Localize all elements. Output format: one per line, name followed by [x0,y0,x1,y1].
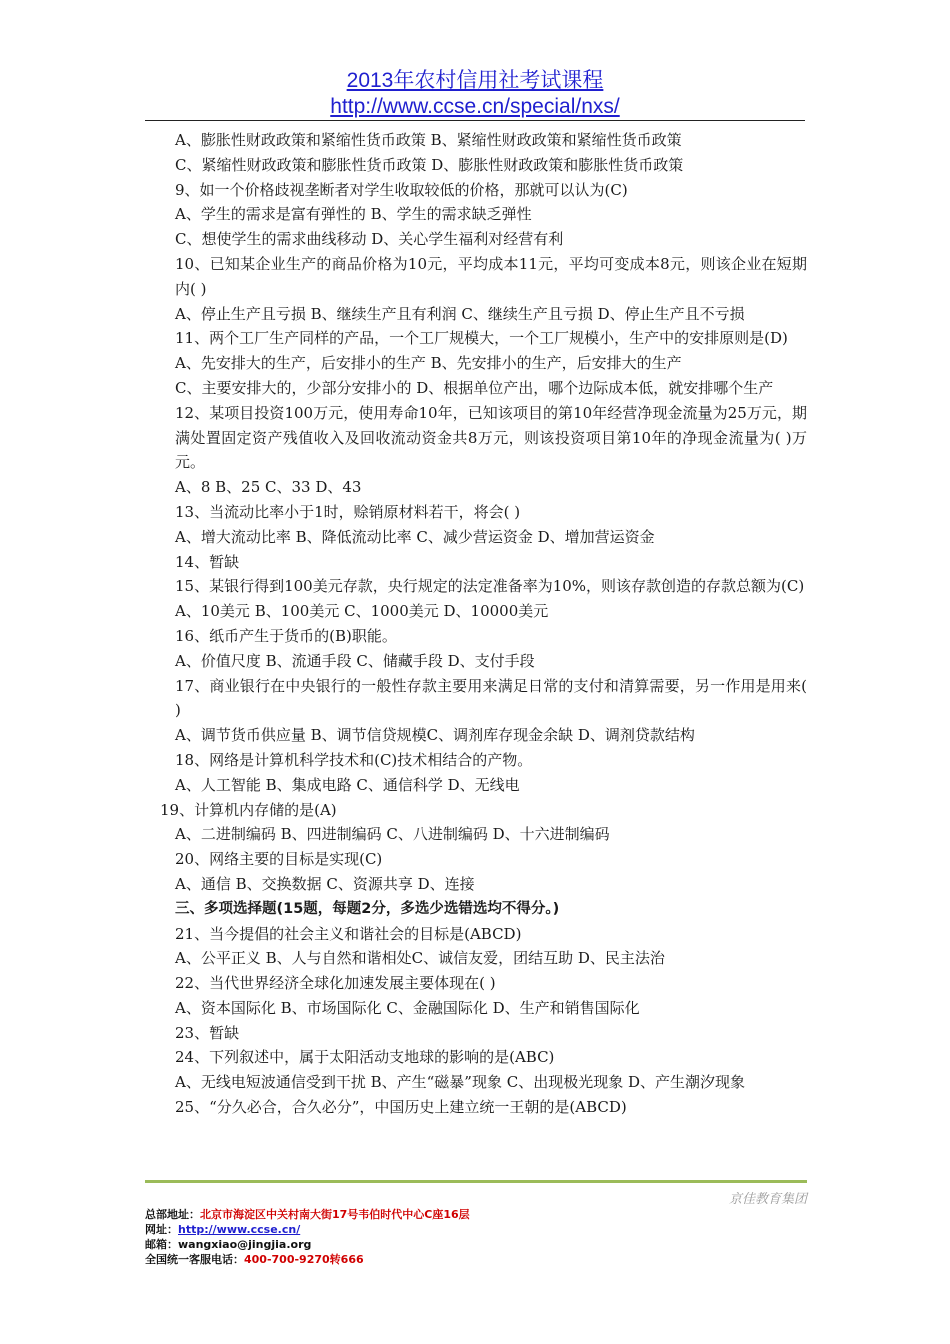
option-line: A、增大流动比率 B、降低流动比率 C、减少营运资金 D、增加营运资金 [175,527,655,546]
question-18: 18、网络是计算机科学技术和(C)技术相结合的产物。 [175,750,533,769]
site-label: 网址： [145,1223,178,1236]
question-25: 25、“分久必合，合久必分”，中国历史上建立统一王朝的是(ABCD) [175,1098,627,1117]
option-line: A、膨胀性财政政策和紧缩性货币政策 B、紧缩性财政政策和紧缩性货币政策 [175,131,682,149]
document-body [145,128,807,1120]
option-line: C、主要安排大的，少部分安排小的 D、根据单位产出，哪个边际成本低，就安排哪个生产 [175,378,774,397]
option-line: A、公平正义 B、人与自然和谐相处C、诚信友爱，团结互助 D、民主法治 [175,949,665,968]
option-line: A、人工智能 B、集成电路 C、通信科学 D、无线电 [175,775,520,794]
email-label: 邮箱： [145,1238,178,1251]
page-footer [145,1207,470,1267]
section-heading: 三、多项选择题(15题，每题2分，多选少选错选均不得分。) [175,900,560,917]
question-24: 24、下列叙述中，属于太阳活动支地球的影响的是(ABC) [175,1048,555,1067]
question-10: 10、已知某企业生产的商品价格为10元，平均成本11元，平均可变成本8元，则该企业在短期内( ) [175,254,807,298]
option-line: A、二进制编码 B、四进制编码 C、八进制编码 D、十六进制编码 [175,825,610,844]
question-16: 16、纸币产生于货币的(B)职能。 [175,626,397,645]
option-line: C、紧缩性财政政策和膨胀性货币政策 D、膨胀性财政政策和膨胀性货币政策 [175,155,684,174]
question-12: 12、某项目投资100万元，使用寿命10年，已知该项目的第10年经营净现金流量为25万元，期满处置固定资产残值收入及回收流动资金共8万元，则该投资项目第10年的净现金流量为( )万元。 [175,403,807,472]
question-19: 19、计算机内存储的是(A) [160,800,337,819]
option-line: A、学生的需求是富有弹性的 B、学生的需求缺乏弹性 [175,205,532,224]
brand-name: 京佳教育集团 [728,1192,807,1207]
question-15: 15、某银行得到100美元存款，央行规定的法定准备率为10%，则该存款创造的存款总额为(C) [175,577,805,596]
option-line: A、8 B、25 C、33 D、43 [175,478,362,497]
footer-address [145,1207,470,1222]
footer-email [145,1237,470,1252]
phone-label: 全国统一客服电话： [145,1253,244,1266]
footer-phone [145,1252,470,1267]
question-23: 23、暂缺 [175,1023,240,1042]
question-13: 13、当流动比率小于1时，赊销原材料若干，将会( ) [175,502,521,521]
option-line: A、价值尺度 B、流通手段 C、储藏手段 D、支付手段 [175,651,535,670]
phone-value: 400-700-9270转666 [244,1253,364,1266]
address-label: 总部地址： [145,1208,200,1221]
footer-site [145,1222,470,1237]
header-divider [145,120,805,121]
header-title-link[interactable]: 2013年农村信用社考试课程 [346,69,604,92]
option-line: A、资本国际化 B、市场国际化 C、金融国际化 D、生产和销售国际化 [175,998,640,1017]
question-9: 9、如一个价格歧视垄断者对学生收取较低的价格，那就可以认为(C) [175,180,628,199]
site-link[interactable]: http://www.ccse.cn/ [178,1223,301,1236]
footer-divider [145,1180,807,1183]
option-line: A、先安排大的生产，后安排小的生产 B、先安排小的生产，后安排大的生产 [175,354,682,373]
address-value: 北京市海淀区中关村南大街17号韦伯时代中心C座16层 [200,1208,470,1221]
question-22: 22、当代世界经济全球化加速发展主要体现在( ) [175,974,496,993]
option-line: A、通信 B、交换数据 C、资源共享 D、连接 [175,874,475,893]
page-header [145,68,805,120]
header-url-link[interactable]: http://www.ccse.cn/special/nxs/ [330,95,620,118]
question-14: 14、暂缺 [175,552,240,571]
question-17: 17、商业银行在中央银行的一般性存款主要用来满足日常的支付和清算需要，另一作用是用来( ) [175,676,807,720]
option-line: C、想使学生的需求曲线移动 D、关心学生福利对经营有利 [175,230,564,249]
email-value: wangxiao@jingjia.org [178,1238,312,1251]
option-line: A、10美元 B、100美元 C、1000美元 D、10000美元 [175,602,549,621]
question-20: 20、网络主要的目标是实现(C) [175,850,383,869]
question-21: 21、当今提倡的社会主义和谐社会的目标是(ABCD) [175,924,522,943]
option-line: A、停止生产且亏损 B、继续生产且有利润 C、继续生产且亏损 D、停止生产且不亏损 [175,304,745,323]
question-11: 11、两个工厂生产同样的产品，一个工厂规模大，一个工厂规模小，生产中的安排原则是(D) [175,329,788,348]
option-line: A、调节货币供应量 B、调节信贷规模C、调剂库存现金余缺 D、调剂贷款结构 [175,726,695,745]
option-line: A、无线电短波通信受到干扰 B、产生“磁暴”现象 C、出现极光现象 D、产生潮汐现象 [175,1073,746,1092]
